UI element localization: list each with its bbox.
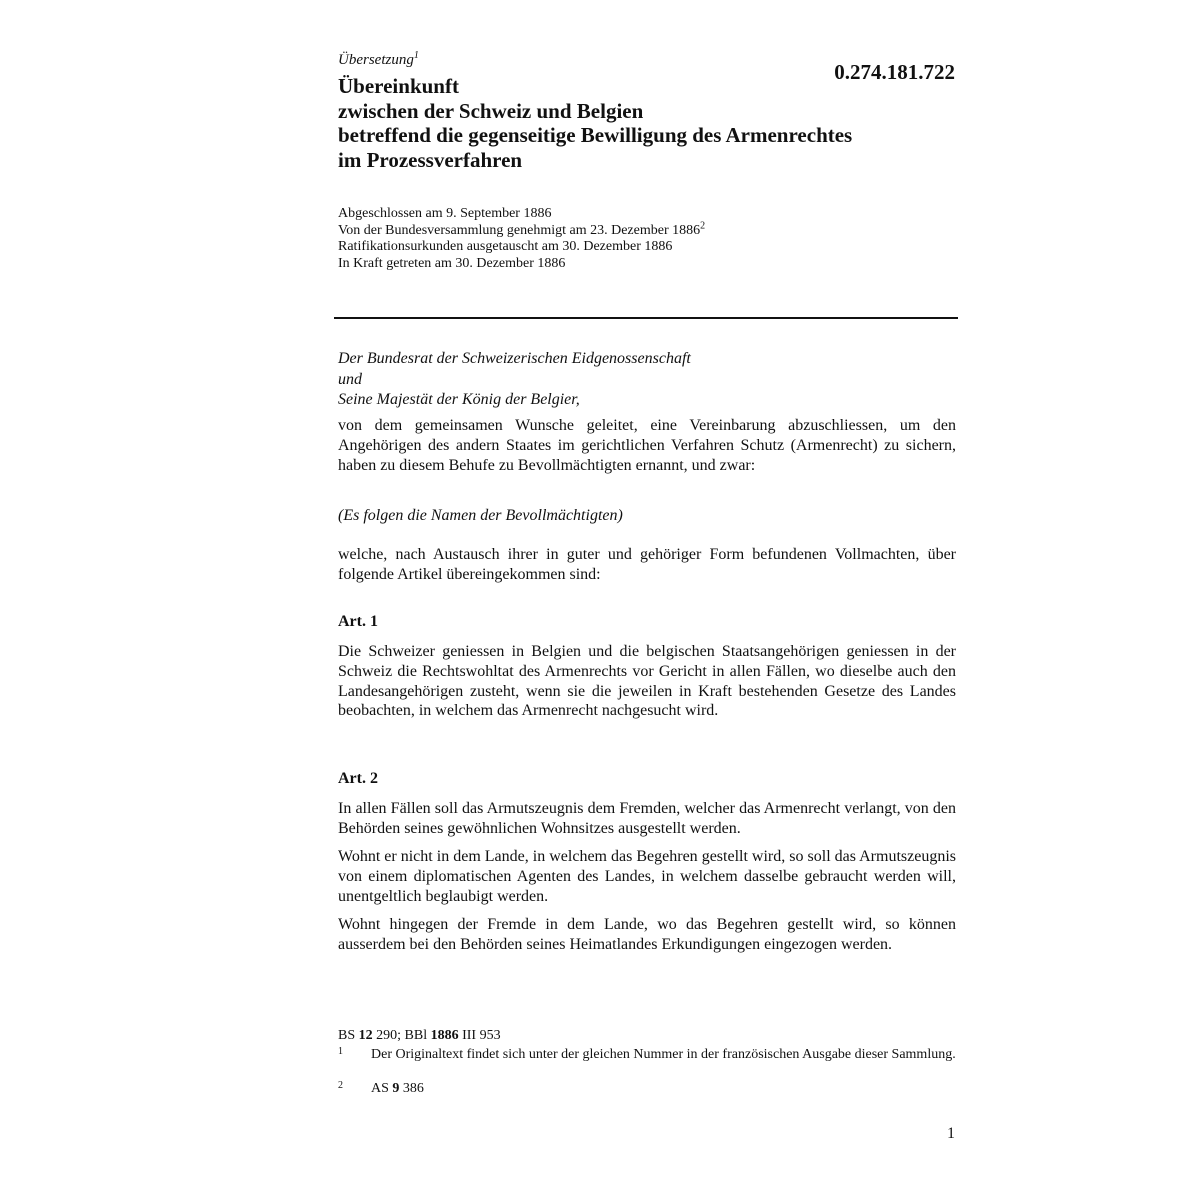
source-reference: BS 12 290; BBl 1886 III 953 [338,1028,501,1043]
concluded-date: Abgeschlossen am 9. September 1886 [338,206,552,221]
approved-date: Von der Bundesversammlung genehmigt am 23. Dezember 1886$^2$ [338,219,706,238]
article-2-paragraph: In allen Fällen soll das Armutszeugnis dem Fremden, welcher das Armenrecht verlangt, von den Behörden seines gewöhnlichen Wohnsitzes ausgestellt werden. [338,800,956,837]
article-2-paragraph: Wohnt er nicht in dem Lande, in welchem das Begehren gestellt wird, so soll das Armutszeugnis von einem diplomatischen Agenten des Landes, in welchem dasselbe gebraucht werden will, unentgeltlich beglaubigt werden. [338,848,956,905]
article-1-heading: Art. 1 [338,613,378,630]
party-belgium: Seine Majestät der König der Belgier, [338,391,580,408]
party-conjunction: und [338,370,362,388]
footnote-2 [338,1081,958,1097]
footnote-ref-2[interactable]: 2 [700,219,706,231]
page-number: 1 [947,1125,955,1142]
footnote-text: Der Originaltext findet sich unter der gleichen Nummer in der französischen Ausgabe dieser Sammlung. [371,1047,956,1062]
plenipotentiaries-note: (Es folgen die Namen der Bevollmächtigten) [338,507,623,524]
title-line: betreffend die gegenseitige Bewilligung des Armenrechtes [338,123,853,147]
preamble-paragraph: welche, nach Austausch ihrer in guter und gehöriger Form befundenen Vollmachten, über folgende Artikel übereingekommen sind: [338,546,956,583]
footnote-number: 2 [338,1080,343,1091]
footnote-text: AS 9 386 [371,1081,424,1096]
header-divider [334,317,958,319]
footnote-ref-1[interactable]: 1 [413,50,419,61]
preamble-parties [338,349,691,411]
title-line: Übereinkunft [338,74,459,98]
article-1-paragraph: Die Schweizer geniessen in Belgien und die belgischen Staatsangehörigen geniessen in der Schweiz die Rechtswohltat des Armenrechts vor Gericht in allen Fällen, wo dieselbe auch den Landesangehörigen zusteht, wenn sie die jeweilen in Kraft bestehenden Gesetze des Landes beobachten, in welchem das Armenrecht nachgesucht wird. [338,643,956,720]
title-line: im Prozessverfahren [338,147,523,172]
preamble-paragraph: von dem gemeinsamen Wunsche geleitet, eine Vereinbarung abzuschliessen, um den Angehörigen des andern Staates im gerichtlichen Verfahren Schutz (Armenrecht) zu sichern, haben zu diesem Behufe zu Bevollmächtigten ernannt, und zwar: [338,417,956,474]
ratified-date: Ratifikationsurkunden ausgetauscht am 30. Dezember 1886 [338,239,673,255]
title-line: zwischen der Schweiz und Belgien [338,98,644,123]
footnote-number: 1 [338,1046,343,1057]
document-title [338,74,958,172]
footnote-1 [338,1047,958,1063]
party-switzerland: Der Bundesrat der Schweizerischen Eidgenossenschaft [338,350,691,367]
document-page [338,0,958,1200]
translation-label: Übersetzung$^1$ [338,50,419,68]
treaty-dates [338,206,705,272]
system-number: 0.274.181.722 [834,60,955,84]
article-2-heading: Art. 2 [338,770,378,787]
article-2-paragraph: Wohnt hingegen der Fremde in dem Lande, wo das Begehren gestellt wird, so können ausserdem bei den Behörden seines Heimatlandes Erkundigungen eingezogen werden. [338,916,956,953]
in-force-date: In Kraft getreten am 30. Dezember 1886 [338,255,566,271]
